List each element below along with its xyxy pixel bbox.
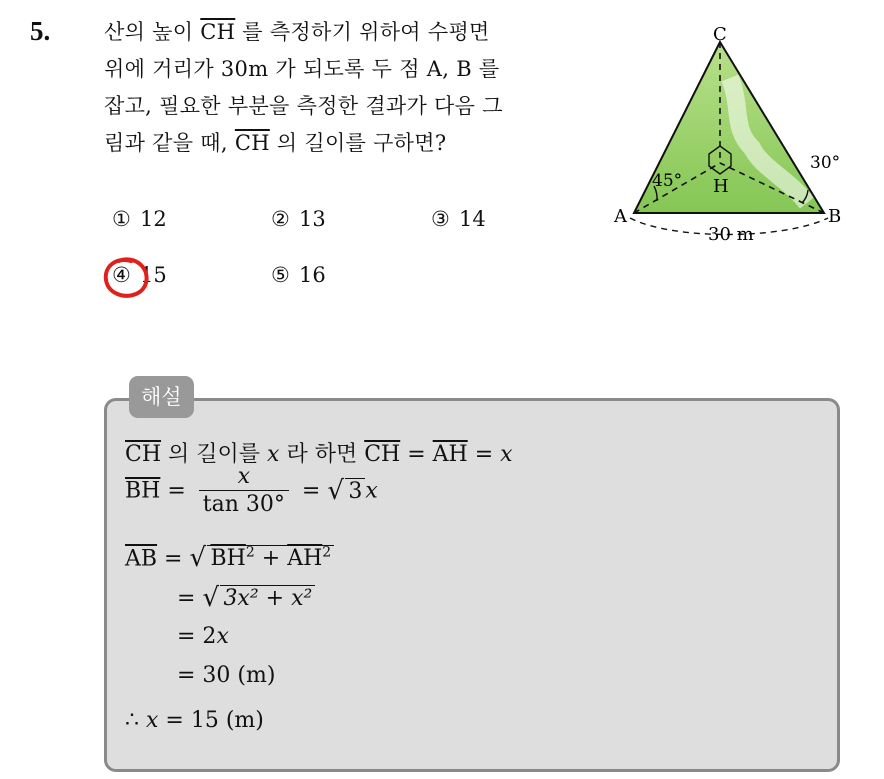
segment-ab: $\overline{AB}$	[125, 546, 158, 572]
square-root	[327, 475, 365, 506]
option-number: ⑤	[271, 263, 290, 287]
plus-sign: +	[254, 546, 288, 572]
therefore-symbol: ∴	[125, 708, 146, 733]
fraction-numerator: x	[199, 464, 289, 491]
solution-line-2	[125, 464, 378, 519]
text-segment: 림과 같을 때,	[104, 131, 235, 155]
variable-x: x	[365, 478, 378, 504]
text-segment: 의 길이를 구하면?	[269, 131, 447, 155]
answer-circle-mark	[101, 255, 153, 301]
solution-line-6: = 30 (m)	[177, 663, 276, 688]
segment-ch: $\overline{CH}$	[200, 20, 236, 44]
question-line-2: 위에 거리가 30m 가 되도록 두 점 A, B 를	[104, 57, 500, 81]
equals-sign: =	[160, 478, 193, 504]
radicand: 3x² + x²	[220, 585, 315, 611]
sqrt-icon: √	[189, 543, 207, 574]
equation-text: = 2	[177, 624, 217, 649]
option-number: ①	[112, 207, 131, 231]
segment-ah: $\overline{AH}$	[432, 442, 468, 467]
solution-line-3	[125, 543, 334, 574]
equals-sign: =	[294, 478, 328, 504]
label-h: H	[713, 176, 729, 197]
square-root	[189, 543, 334, 574]
radicand	[207, 545, 334, 571]
label-a: A	[614, 206, 627, 227]
mountain-figure	[612, 18, 872, 248]
equation-text: = 15 (m)	[158, 708, 264, 733]
option-value: 12	[140, 207, 167, 231]
sqrt-icon: √	[202, 583, 220, 613]
option-2[interactable]	[271, 207, 326, 231]
segment-ch: $\overline{CH}$	[364, 442, 401, 467]
option-value: 13	[299, 207, 326, 231]
option-value: 14	[459, 207, 486, 231]
option-1[interactable]	[112, 207, 167, 231]
solution-line-7	[125, 708, 264, 733]
question-text	[104, 14, 594, 162]
option-number: ②	[271, 207, 290, 231]
equals-sign: =	[177, 586, 203, 611]
question-line-1	[104, 14, 594, 51]
text-segment: 의 길이를	[161, 442, 268, 467]
label-b: B	[828, 206, 842, 227]
sqrt-icon: √	[327, 475, 344, 506]
label-distance: 30 m	[708, 224, 754, 245]
fraction	[199, 464, 289, 519]
option-value: 15	[140, 263, 167, 287]
segment-ch: $\overline{CH}$	[234, 131, 270, 155]
question-line-4	[104, 125, 594, 162]
question-number: 5.	[30, 16, 51, 46]
segment-ah: $\overline{AH}$	[287, 546, 323, 572]
option-number: ④	[112, 263, 131, 287]
label-angle-30: 30°	[810, 153, 841, 173]
square-root	[202, 583, 315, 613]
exponent: 2	[322, 545, 332, 561]
segment-ch: $\overline{CH}$	[125, 442, 162, 467]
segment-bh: $\overline{BH}$	[125, 478, 161, 504]
option-5[interactable]	[271, 263, 326, 287]
question-line-3: 잡고, 필요한 부분을 측정한 결과가 다음 그	[104, 94, 503, 118]
equals-sign: =	[157, 546, 190, 572]
solution-line-5	[177, 624, 229, 649]
fraction-denominator: tan 30°	[202, 492, 285, 517]
variable-x: x	[500, 442, 513, 467]
exponent: 2	[245, 545, 255, 561]
variable-x: x	[216, 624, 229, 649]
radicand: 3	[345, 478, 365, 504]
segment-bh: BH	[210, 546, 246, 572]
equals-sign: =	[400, 442, 433, 467]
variable-x: x	[267, 442, 280, 467]
option-3[interactable]	[431, 207, 486, 231]
text-segment: 를 측정하기 위하여 수평면	[235, 20, 490, 44]
option-value: 16	[299, 263, 326, 287]
solution-line-4	[177, 583, 315, 613]
text-segment: 라 하면	[279, 442, 365, 467]
equals-sign: =	[467, 442, 501, 467]
variable-x: x	[146, 708, 159, 733]
option-number: ③	[431, 207, 450, 231]
label-angle-45: 45°	[652, 171, 683, 191]
solution-tag: 해설	[129, 376, 194, 418]
text-segment: 산의 높이	[104, 20, 201, 44]
label-c: C	[713, 24, 727, 45]
